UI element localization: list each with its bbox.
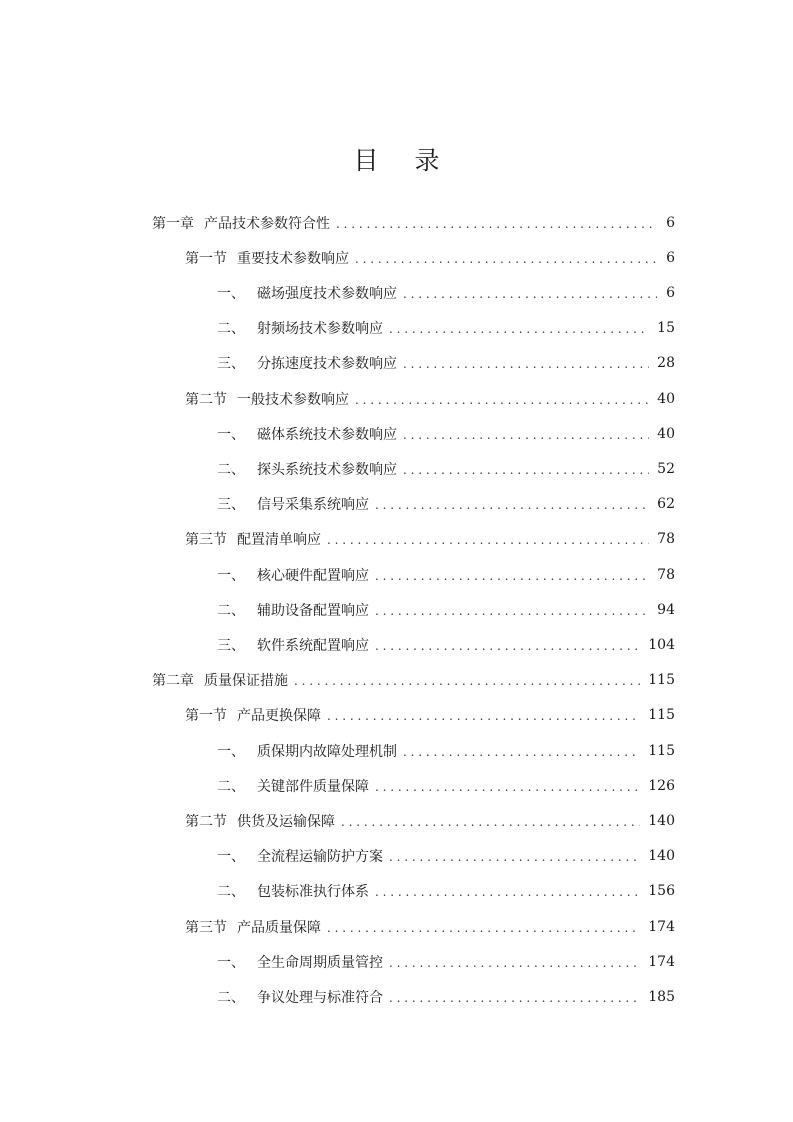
toc-entry-number: 二、 bbox=[217, 461, 245, 478]
toc-entry-page: 126 bbox=[648, 777, 675, 794]
toc-entry-page: 140 bbox=[648, 812, 675, 829]
toc-entry[interactable] bbox=[217, 275, 675, 310]
toc-entry[interactable] bbox=[217, 311, 675, 346]
toc-entry-page: 40 bbox=[657, 425, 675, 442]
dot-leader bbox=[389, 850, 640, 864]
toc-entry-title: 质量保证措施 bbox=[204, 673, 288, 690]
dot-leader bbox=[403, 428, 649, 442]
toc-entry-number: 二、 bbox=[217, 778, 245, 795]
dot-leader bbox=[403, 745, 640, 759]
toc-entry-page: 78 bbox=[657, 531, 675, 548]
dot-leader bbox=[389, 991, 640, 1005]
toc-entry-number: 第二节 bbox=[185, 391, 227, 408]
toc-entry-number: 一、 bbox=[217, 567, 245, 584]
toc-entry[interactable] bbox=[152, 205, 675, 240]
toc-entry[interactable] bbox=[217, 874, 675, 909]
dot-leader bbox=[355, 393, 649, 407]
toc-entry-number: 第一节 bbox=[185, 708, 227, 725]
toc-entry-page: 174 bbox=[648, 953, 675, 970]
toc-entry-page: 115 bbox=[648, 707, 675, 724]
toc-entry-number: 二、 bbox=[217, 602, 245, 619]
toc-entry[interactable] bbox=[185, 522, 675, 557]
toc-entry-number: 三、 bbox=[217, 497, 245, 514]
toc-entry-title: 产品技术参数符合性 bbox=[204, 215, 330, 232]
toc-entry-number: 一、 bbox=[217, 849, 245, 866]
toc-entry[interactable] bbox=[185, 381, 675, 416]
dot-leader bbox=[327, 709, 640, 723]
toc-entry-page: 28 bbox=[657, 355, 675, 372]
toc-entry-page: 185 bbox=[648, 988, 675, 1005]
dot-leader bbox=[403, 287, 657, 301]
toc-entry[interactable] bbox=[185, 909, 675, 944]
toc-entry-page: 6 bbox=[666, 214, 675, 231]
toc-entry-number: 第二节 bbox=[185, 813, 227, 830]
dot-leader bbox=[375, 780, 640, 794]
toc-entry-page: 115 bbox=[648, 742, 675, 759]
dot-leader bbox=[375, 569, 649, 583]
page-title: 目 录 bbox=[353, 146, 454, 175]
toc-entry-number: 三、 bbox=[217, 356, 245, 373]
toc-entry[interactable] bbox=[217, 733, 675, 768]
toc-entry-number: 第一章 bbox=[152, 215, 194, 232]
toc-entry[interactable] bbox=[217, 627, 675, 662]
toc-entry[interactable] bbox=[217, 487, 675, 522]
toc-entry-title: 全流程运输防护方案 bbox=[257, 849, 383, 866]
toc-entry-title: 供货及运输保障 bbox=[237, 813, 335, 830]
toc-entry-title: 磁体系统技术参数响应 bbox=[257, 426, 397, 443]
toc-entry-title: 核心硬件配置响应 bbox=[257, 567, 369, 584]
toc-entry[interactable] bbox=[217, 557, 675, 592]
toc-entry-number: 一、 bbox=[217, 743, 245, 760]
toc-entry-page: 78 bbox=[657, 566, 675, 583]
toc-entry-title: 磁场强度技术参数响应 bbox=[257, 285, 397, 302]
dot-leader bbox=[336, 217, 657, 231]
dot-leader bbox=[375, 885, 640, 899]
toc-entry-page: 156 bbox=[648, 883, 675, 900]
toc-entry-number: 二、 bbox=[217, 321, 245, 338]
toc-entry-page: 15 bbox=[657, 320, 675, 337]
toc-entry-number: 第一节 bbox=[185, 250, 227, 267]
toc-entry-title: 一般技术参数响应 bbox=[237, 391, 349, 408]
toc-entry-page: 40 bbox=[657, 390, 675, 407]
toc-entry-number: 一、 bbox=[217, 285, 245, 302]
toc-entry[interactable] bbox=[217, 944, 675, 979]
toc-entry-number: 第三节 bbox=[185, 919, 227, 936]
dot-leader bbox=[389, 322, 649, 336]
toc-entry-title: 包装标准执行体系 bbox=[257, 884, 369, 901]
toc-entry[interactable] bbox=[185, 698, 675, 733]
toc-entry-page: 52 bbox=[657, 460, 675, 477]
dot-leader bbox=[327, 921, 640, 935]
toc-entry-title: 产品更换保障 bbox=[237, 708, 321, 725]
toc-entry-title: 产品质量保障 bbox=[237, 919, 321, 936]
toc-entry-page: 115 bbox=[648, 672, 675, 689]
toc-entry-title: 争议处理与标准符合 bbox=[257, 989, 383, 1006]
toc-entry-title: 配置清单响应 bbox=[237, 532, 321, 549]
toc-entry[interactable] bbox=[217, 451, 675, 486]
dot-leader bbox=[355, 252, 657, 266]
toc-entry[interactable] bbox=[217, 979, 675, 1014]
dot-leader bbox=[403, 357, 649, 371]
toc-entry-number: 二、 bbox=[217, 989, 245, 1006]
toc-entry[interactable] bbox=[185, 803, 675, 838]
toc-entry[interactable] bbox=[217, 839, 675, 874]
toc-entry[interactable] bbox=[217, 592, 675, 627]
dot-leader bbox=[341, 815, 640, 829]
toc-entry-title: 软件系统配置响应 bbox=[257, 637, 369, 654]
toc-entry-number: 二、 bbox=[217, 884, 245, 901]
dot-leader bbox=[375, 639, 640, 653]
dot-leader bbox=[327, 533, 649, 547]
toc-entry-page: 104 bbox=[648, 636, 675, 653]
dot-leader bbox=[294, 674, 640, 688]
dot-leader bbox=[389, 956, 640, 970]
dot-leader bbox=[375, 604, 649, 618]
toc-entry[interactable] bbox=[217, 768, 675, 803]
toc-entry-title: 辅助设备配置响应 bbox=[257, 602, 369, 619]
dot-leader bbox=[403, 463, 649, 477]
toc-entry-number: 一、 bbox=[217, 426, 245, 443]
toc-entry-title: 信号采集系统响应 bbox=[257, 497, 369, 514]
toc-entry-title: 质保期内故障处理机制 bbox=[257, 743, 397, 760]
toc-entry-page: 94 bbox=[657, 601, 675, 618]
toc-entry-title: 关键部件质量保障 bbox=[257, 778, 369, 795]
toc-entry-title: 分拣速度技术参数响应 bbox=[257, 356, 397, 373]
toc-entry-page: 6 bbox=[666, 249, 675, 266]
toc-entry-page: 140 bbox=[648, 848, 675, 865]
toc-entry[interactable] bbox=[217, 346, 675, 381]
toc-entry[interactable] bbox=[185, 240, 675, 275]
toc-entry[interactable] bbox=[152, 663, 675, 698]
toc-entry-title: 射频场技术参数响应 bbox=[257, 321, 383, 338]
toc-entry-page: 174 bbox=[648, 918, 675, 935]
toc-entry-page: 62 bbox=[657, 496, 675, 513]
toc-entry-title: 探头系统技术参数响应 bbox=[257, 461, 397, 478]
toc-entry-number: 第二章 bbox=[152, 673, 194, 690]
toc-entry-number: 三、 bbox=[217, 637, 245, 654]
toc-entry[interactable] bbox=[217, 416, 675, 451]
toc-entry-number: 一、 bbox=[217, 954, 245, 971]
toc-entry-title: 全生命周期质量管控 bbox=[257, 954, 383, 971]
toc-entry-title: 重要技术参数响应 bbox=[237, 250, 349, 267]
dot-leader bbox=[375, 498, 649, 512]
toc-entry-number: 第三节 bbox=[185, 532, 227, 549]
toc-entry-page: 6 bbox=[666, 284, 675, 301]
